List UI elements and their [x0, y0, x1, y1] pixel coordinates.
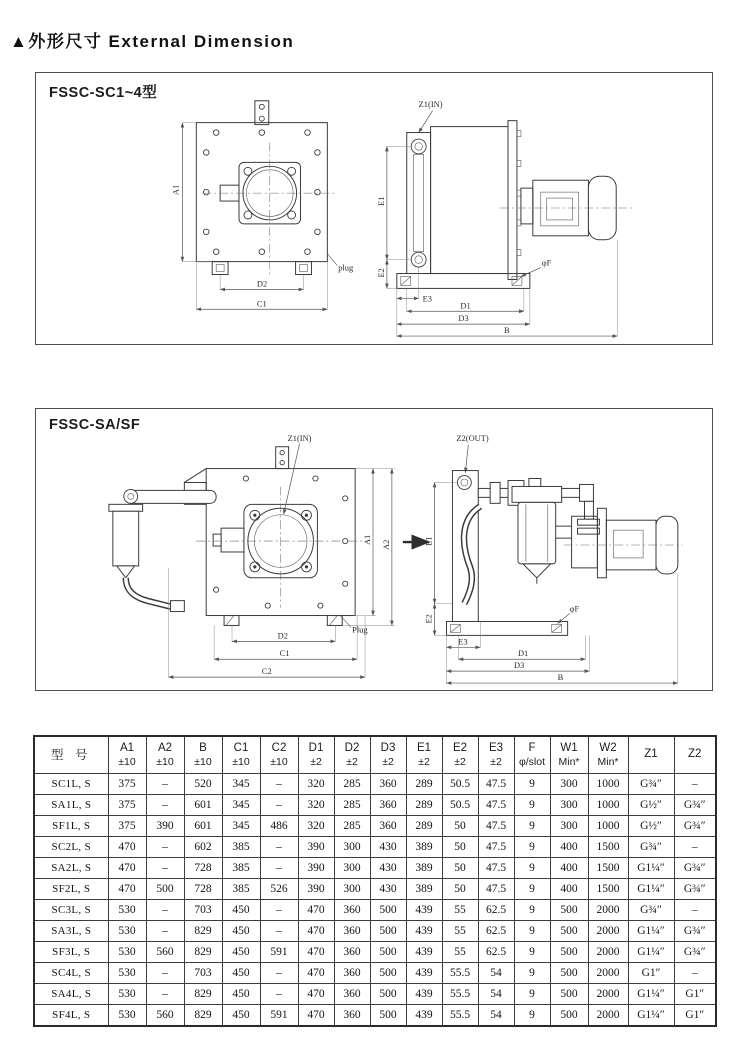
value-cell: 2000: [588, 963, 628, 984]
value-cell: 560: [146, 1005, 184, 1027]
filter-canister: [512, 479, 562, 584]
dim-b: B: [557, 672, 564, 683]
value-cell: 50: [442, 858, 478, 879]
value-cell: 360: [370, 795, 406, 816]
value-cell: 2000: [588, 942, 628, 963]
value-cell: 385: [222, 837, 260, 858]
value-cell: 530: [108, 921, 146, 942]
dim-a2: A2: [380, 539, 391, 550]
value-cell: 1500: [588, 879, 628, 900]
value-cell: 9: [514, 1005, 550, 1027]
value-cell: 9: [514, 816, 550, 837]
value-cell: 500: [370, 942, 406, 963]
value-cell: 430: [370, 879, 406, 900]
base-plate: [397, 274, 530, 289]
value-cell: 470: [298, 1005, 334, 1027]
table-header: [34, 736, 716, 774]
dimension-table-body: [34, 774, 716, 1027]
value-cell: 9: [514, 879, 550, 900]
value-cell: 9: [514, 900, 550, 921]
value-cell: G1¼″: [628, 984, 674, 1005]
model-cell: SA1L, S: [34, 795, 108, 816]
table-row: [34, 1005, 716, 1027]
dim-e2: E2: [375, 268, 386, 278]
model-cell: SA4L, S: [34, 984, 108, 1005]
value-cell: 385: [222, 858, 260, 879]
table-row: [34, 858, 716, 879]
level-gauge-column: [407, 133, 431, 274]
value-cell: 360: [370, 774, 406, 795]
drawing2-figure: [36, 409, 712, 690]
value-cell: 375: [108, 816, 146, 837]
value-cell: 829: [184, 942, 222, 963]
value-cell: 470: [108, 837, 146, 858]
value-cell: 375: [108, 795, 146, 816]
header-d2: D2 ±2: [334, 736, 370, 774]
port-z1-label: Z1(IN): [418, 98, 443, 109]
header-row: [34, 736, 716, 774]
value-cell: 55: [442, 942, 478, 963]
value-cell: 439: [406, 921, 442, 942]
value-cell: 9: [514, 774, 550, 795]
value-cell: G1¼″: [628, 921, 674, 942]
value-cell: 300: [550, 774, 588, 795]
value-cell: G¾″: [674, 942, 716, 963]
value-cell: 486: [260, 816, 298, 837]
value-cell: 345: [222, 816, 260, 837]
value-cell: 703: [184, 963, 222, 984]
value-cell: G½″: [628, 795, 674, 816]
value-cell: 345: [222, 795, 260, 816]
dim-d1: D1: [460, 300, 471, 311]
model-cell: SC2L, S: [34, 837, 108, 858]
value-cell: 439: [406, 984, 442, 1005]
value-cell: 470: [298, 942, 334, 963]
table-row: [34, 963, 716, 984]
value-cell: 450: [222, 963, 260, 984]
value-cell: 300: [550, 795, 588, 816]
value-cell: 450: [222, 1005, 260, 1027]
drawing2-title: FSSC-SA/SF: [49, 417, 141, 433]
value-cell: 560: [146, 942, 184, 963]
header-z2: Z2: [674, 736, 716, 774]
value-cell: 500: [550, 900, 588, 921]
dim-d3: D3: [514, 660, 525, 671]
value-cell: 400: [550, 879, 588, 900]
dimension-table: [33, 735, 717, 1027]
value-cell: 390: [298, 879, 334, 900]
value-cell: 55: [442, 921, 478, 942]
value-cell: 390: [298, 837, 334, 858]
value-cell: –: [146, 774, 184, 795]
value-cell: 390: [146, 816, 184, 837]
value-cell: 2000: [588, 984, 628, 1005]
value-cell: 360: [334, 984, 370, 1005]
drawing-panel-fssc-sc1-4: [35, 72, 713, 345]
dim-d2: D2: [277, 630, 288, 641]
value-cell: 829: [184, 984, 222, 1005]
value-cell: 400: [550, 858, 588, 879]
value-cell: –: [146, 921, 184, 942]
dim-c2: C2: [261, 666, 272, 677]
value-cell: G1¼″: [628, 1005, 674, 1027]
dim-a1: A1: [170, 184, 181, 196]
value-cell: –: [260, 795, 298, 816]
value-cell: 591: [260, 942, 298, 963]
table-row: [34, 816, 716, 837]
dim-d3: D3: [458, 313, 469, 324]
value-cell: 9: [514, 921, 550, 942]
value-cell: 9: [514, 858, 550, 879]
value-cell: 47.5: [478, 879, 514, 900]
value-cell: 50.5: [442, 774, 478, 795]
value-cell: 500: [370, 984, 406, 1005]
dim-c1: C1: [279, 648, 290, 659]
header-d3: D3 ±2: [370, 736, 406, 774]
value-cell: G¾″: [674, 921, 716, 942]
dim-phif: φF: [569, 603, 580, 614]
value-cell: 375: [108, 774, 146, 795]
value-cell: 601: [184, 816, 222, 837]
model-cell: SF3L, S: [34, 942, 108, 963]
header-c2: C2 ±10: [260, 736, 298, 774]
model-cell: SC3L, S: [34, 900, 108, 921]
value-cell: 430: [370, 837, 406, 858]
value-cell: 602: [184, 837, 222, 858]
value-cell: 50: [442, 879, 478, 900]
value-cell: 50: [442, 816, 478, 837]
base-plate: [446, 621, 567, 635]
value-cell: 728: [184, 858, 222, 879]
value-cell: G1″: [674, 984, 716, 1005]
value-cell: 439: [406, 1005, 442, 1027]
value-cell: 320: [298, 774, 334, 795]
port-z1-label: Z1(IN): [287, 432, 312, 443]
value-cell: 470: [108, 858, 146, 879]
value-cell: 62.5: [478, 900, 514, 921]
value-cell: 300: [334, 879, 370, 900]
drawing1-title: FSSC-SC1~4型: [49, 85, 158, 101]
value-cell: 360: [370, 816, 406, 837]
header-w2: W2 Min*: [588, 736, 628, 774]
value-cell: 500: [370, 1005, 406, 1027]
value-cell: 360: [334, 963, 370, 984]
value-cell: 285: [334, 774, 370, 795]
value-cell: –: [674, 963, 716, 984]
value-cell: 360: [334, 900, 370, 921]
value-cell: G¾″: [674, 858, 716, 879]
value-cell: 829: [184, 921, 222, 942]
drawing1-side-view: [376, 99, 633, 337]
table-row: [34, 900, 716, 921]
table-row: [34, 921, 716, 942]
value-cell: 439: [406, 942, 442, 963]
drawing-panel-fssc-sa-sf: [35, 408, 713, 691]
value-cell: –: [260, 774, 298, 795]
value-cell: 500: [370, 921, 406, 942]
value-cell: 55.5: [442, 984, 478, 1005]
value-cell: 54: [478, 1005, 514, 1027]
value-cell: 389: [406, 879, 442, 900]
value-cell: 530: [108, 984, 146, 1005]
value-cell: 289: [406, 774, 442, 795]
value-cell: 500: [550, 921, 588, 942]
value-cell: 9: [514, 942, 550, 963]
model-cell: SA3L, S: [34, 921, 108, 942]
value-cell: G¾″: [628, 900, 674, 921]
value-cell: 389: [406, 858, 442, 879]
value-cell: 1500: [588, 858, 628, 879]
value-cell: 345: [222, 774, 260, 795]
drawing2-front-view: [109, 433, 395, 677]
value-cell: –: [260, 858, 298, 879]
value-cell: –: [674, 900, 716, 921]
value-cell: 1500: [588, 837, 628, 858]
value-cell: 470: [298, 984, 334, 1005]
value-cell: G1″: [674, 1005, 716, 1027]
dim-d1: D1: [517, 648, 529, 659]
dim-a1: A1: [362, 534, 373, 546]
value-cell: 500: [370, 900, 406, 921]
value-cell: 439: [406, 900, 442, 921]
header-e1: E1 ±2: [406, 736, 442, 774]
value-cell: 47.5: [478, 816, 514, 837]
value-cell: 55.5: [442, 963, 478, 984]
value-cell: 530: [108, 900, 146, 921]
value-cell: –: [146, 795, 184, 816]
value-cell: 1000: [588, 774, 628, 795]
header-f: F φ/slot: [514, 736, 550, 774]
model-cell: SF2L, S: [34, 879, 108, 900]
value-cell: –: [260, 837, 298, 858]
port-z2-label: Z2(OUT): [456, 432, 489, 443]
value-cell: 526: [260, 879, 298, 900]
dim-d2: D2: [256, 278, 268, 289]
value-cell: 530: [108, 1005, 146, 1027]
pump-motor: [556, 508, 678, 578]
table-row: [34, 984, 716, 1005]
value-cell: –: [260, 984, 298, 1005]
value-cell: 54: [478, 984, 514, 1005]
header-e2: E2 ±2: [442, 736, 478, 774]
value-cell: G¾″: [628, 837, 674, 858]
table-row: [34, 795, 716, 816]
value-cell: 9: [514, 795, 550, 816]
value-cell: –: [260, 900, 298, 921]
value-cell: 47.5: [478, 774, 514, 795]
value-cell: G¾″: [628, 774, 674, 795]
value-cell: 530: [108, 963, 146, 984]
header-c1: C1 ±10: [222, 736, 260, 774]
drawing1-figure: [36, 73, 712, 344]
value-cell: 55.5: [442, 1005, 478, 1027]
value-cell: –: [146, 984, 184, 1005]
value-cell: G1¼″: [628, 858, 674, 879]
dim-phif: φF: [541, 257, 552, 268]
value-cell: 430: [370, 858, 406, 879]
value-cell: 1000: [588, 816, 628, 837]
mounting-feet: [212, 262, 311, 275]
value-cell: 300: [334, 837, 370, 858]
model-cell: SC4L, S: [34, 963, 108, 984]
value-cell: 703: [184, 900, 222, 921]
drawing2-side-view: [424, 433, 683, 684]
value-cell: 500: [370, 963, 406, 984]
value-cell: 62.5: [478, 942, 514, 963]
model-cell: SF4L, S: [34, 1005, 108, 1027]
dim-e3: E3: [422, 293, 433, 304]
value-cell: G1″: [628, 963, 674, 984]
value-cell: 54: [478, 963, 514, 984]
header-w1: W1 Min*: [550, 736, 588, 774]
value-cell: 591: [260, 1005, 298, 1027]
value-cell: 320: [298, 816, 334, 837]
value-cell: –: [260, 963, 298, 984]
header-b: B ±10: [184, 736, 222, 774]
table-row: [34, 879, 716, 900]
value-cell: 450: [222, 900, 260, 921]
value-cell: 47.5: [478, 858, 514, 879]
table-row: [34, 837, 716, 858]
header-d1: D1 ±2: [298, 736, 334, 774]
value-cell: 285: [334, 795, 370, 816]
plug-label: plug: [338, 262, 354, 273]
value-cell: G½″: [628, 816, 674, 837]
header-z1: Z1: [628, 736, 674, 774]
value-cell: –: [146, 900, 184, 921]
value-cell: G1¼″: [628, 942, 674, 963]
value-cell: 289: [406, 816, 442, 837]
value-cell: 450: [222, 984, 260, 1005]
header-e3: E3 ±2: [478, 736, 514, 774]
value-cell: 400: [550, 837, 588, 858]
value-cell: 1000: [588, 795, 628, 816]
model-cell: SA2L, S: [34, 858, 108, 879]
value-cell: G¾″: [674, 795, 716, 816]
value-cell: 390: [298, 858, 334, 879]
value-cell: 9: [514, 984, 550, 1005]
value-cell: 439: [406, 963, 442, 984]
value-cell: 2000: [588, 1005, 628, 1027]
value-cell: 470: [298, 921, 334, 942]
value-cell: 470: [108, 879, 146, 900]
value-cell: 47.5: [478, 837, 514, 858]
value-cell: 289: [406, 795, 442, 816]
value-cell: 500: [550, 963, 588, 984]
table-row: [34, 942, 716, 963]
value-cell: 450: [222, 921, 260, 942]
value-cell: G1¼″: [628, 879, 674, 900]
dim-e3: E3: [458, 636, 468, 647]
plug-label: Plug: [352, 624, 368, 635]
value-cell: 2000: [588, 921, 628, 942]
header-a2: A2 ±10: [146, 736, 184, 774]
value-cell: G¾″: [674, 816, 716, 837]
page-title: ▲外形尺寸 External Dimension: [10, 32, 295, 51]
dimension-table-wrap: [33, 735, 717, 1027]
value-cell: 601: [184, 795, 222, 816]
value-cell: 285: [334, 816, 370, 837]
value-cell: 520: [184, 774, 222, 795]
value-cell: 50: [442, 837, 478, 858]
value-cell: 300: [334, 858, 370, 879]
dim-b: B: [504, 325, 510, 336]
value-cell: 385: [222, 879, 260, 900]
value-cell: –: [146, 837, 184, 858]
value-cell: 300: [550, 816, 588, 837]
value-cell: 2000: [588, 900, 628, 921]
value-cell: –: [674, 774, 716, 795]
value-cell: 530: [108, 942, 146, 963]
model-cell: SC1L, S: [34, 774, 108, 795]
model-cell: SF1L, S: [34, 816, 108, 837]
header-a1: A1 ±10: [108, 736, 146, 774]
value-cell: 62.5: [478, 921, 514, 942]
value-cell: 470: [298, 900, 334, 921]
value-cell: –: [146, 963, 184, 984]
value-cell: 320: [298, 795, 334, 816]
value-cell: 360: [334, 1005, 370, 1027]
header-model: 型 号: [34, 736, 108, 774]
value-cell: –: [674, 837, 716, 858]
dim-c1: C1: [256, 298, 267, 309]
dim-e2: E2: [423, 614, 434, 624]
value-cell: 47.5: [478, 795, 514, 816]
value-cell: G¾″: [674, 879, 716, 900]
table-row: [34, 774, 716, 795]
value-cell: –: [260, 921, 298, 942]
value-cell: 55: [442, 900, 478, 921]
value-cell: 450: [222, 942, 260, 963]
value-cell: 728: [184, 879, 222, 900]
value-cell: 389: [406, 837, 442, 858]
value-cell: 9: [514, 963, 550, 984]
value-cell: 470: [298, 963, 334, 984]
value-cell: –: [146, 858, 184, 879]
value-cell: 829: [184, 1005, 222, 1027]
value-cell: 500: [550, 984, 588, 1005]
value-cell: 500: [550, 942, 588, 963]
value-cell: 360: [334, 921, 370, 942]
flange-studs: [517, 131, 521, 256]
drawing1-front-view: [170, 101, 354, 309]
mounting-feet: [224, 616, 342, 626]
dim-e1: E1: [375, 196, 386, 207]
value-cell: 360: [334, 942, 370, 963]
value-cell: 50.5: [442, 795, 478, 816]
value-cell: 500: [146, 879, 184, 900]
filter-assembly: [109, 489, 216, 611]
value-cell: 500: [550, 1005, 588, 1027]
value-cell: 9: [514, 837, 550, 858]
dim-e1: E1: [423, 536, 434, 547]
